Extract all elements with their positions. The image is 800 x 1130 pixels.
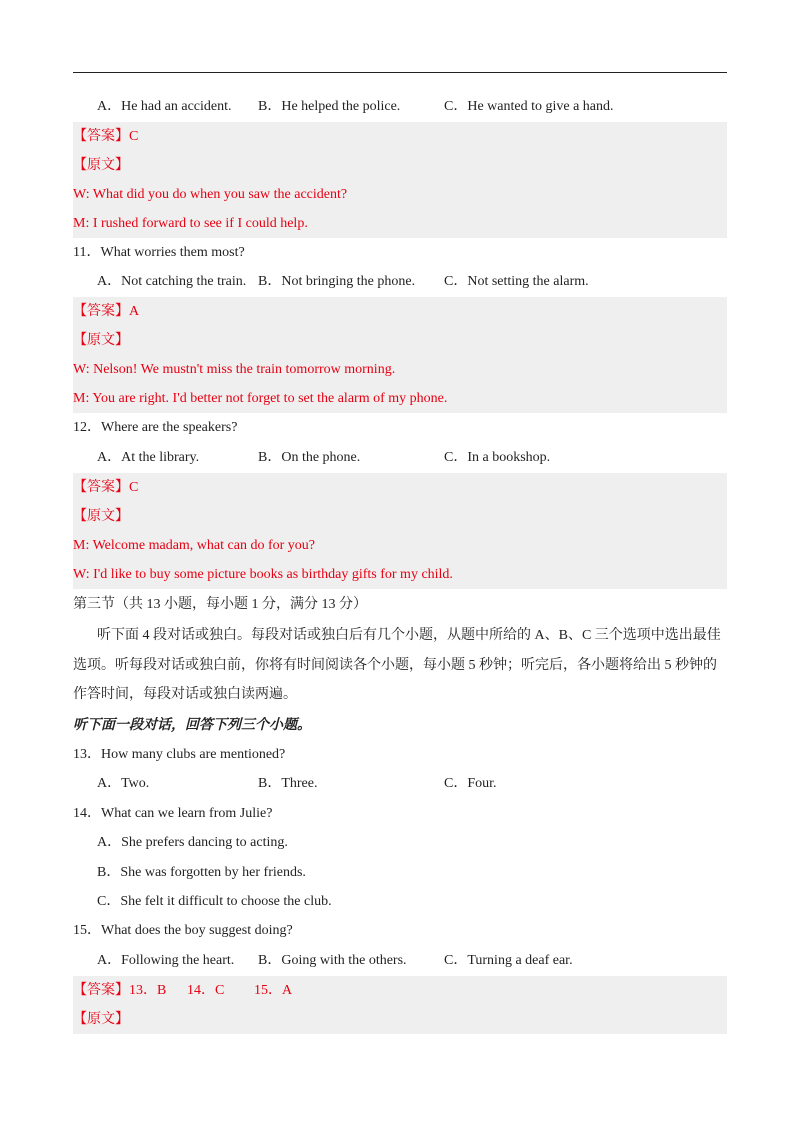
q12-original-label: 【原文】	[73, 502, 727, 531]
q15-options	[73, 946, 727, 975]
q11-option-a: A．Not catching the train.	[97, 274, 247, 289]
q15-option-b: B．Going with the others.	[258, 953, 407, 968]
q13-question: 13．How many clubs are mentioned?	[73, 747, 286, 762]
q12-option-a: A．At the library.	[97, 450, 200, 465]
q15-question: 15．What does the boy suggest doing?	[73, 923, 293, 938]
q10-option-a: A．He had an accident.	[97, 99, 232, 114]
q10-transcript-line-1: W: What did you do when you saw the accident?	[73, 180, 727, 209]
q10-transcript-line-2: M: I rushed forward to see if I could help.	[73, 209, 727, 238]
top-divider	[73, 72, 727, 73]
q11-question: 11．What worries them most?	[73, 245, 245, 260]
q10-option-b: B．He helped the police.	[258, 99, 401, 114]
group-answer	[73, 976, 727, 1005]
q10-option-c: C．He wanted to give a hand.	[444, 99, 614, 114]
q12-answer: 【答案】C	[73, 473, 727, 502]
q10-answer: 【答案】C	[73, 122, 727, 151]
q13-option-b: B．Three.	[258, 776, 318, 791]
q14-question: 14．What can we learn from Julie?	[73, 806, 273, 821]
q14-option-a: A．She prefers dancing to acting.	[97, 835, 288, 850]
group-intro: 听下面一段对话，回答下列三个小题。	[73, 718, 311, 733]
q11-option-c: C．Not setting the alarm.	[444, 274, 589, 289]
q10-options	[73, 92, 727, 121]
q11-original-label: 【原文】	[73, 326, 727, 355]
q11-option-b: B．Not bringing the phone.	[258, 274, 416, 289]
q14-option-b: B．She was forgotten by her friends.	[97, 865, 306, 880]
q12-option-c: C．In a bookshop.	[444, 450, 551, 465]
group-answer-13: 13．B	[129, 983, 167, 998]
section3-heading: 第三节（共 13 小题，每小题 1 分，满分 13 分）	[73, 597, 367, 612]
group-original-label: 【原文】	[73, 1005, 727, 1034]
q11-transcript-line-2: M: You are right. I'd better not forget to set the alarm of my phone.	[73, 384, 727, 413]
q15-option-c: C．Turning a deaf ear.	[444, 953, 573, 968]
section3-instructions-text: 听下面 4 段对话或独白。每段对话或独白后有几个小题，从题中所给的 A、B、C 三个选项中选出最佳选项。听每段对话或独白前，你将有时间阅读各个小题，每小题 5 秒钟；听完后，各小题将给出 5 秒钟的作答时间，每段对话或独白读两遍。	[73, 628, 721, 702]
q10-original-label: 【原文】	[73, 151, 727, 180]
q14-option-c: C．She felt it difficult to choose the club.	[97, 894, 332, 909]
q12-question: 12．Where are the speakers?	[73, 420, 238, 435]
q11-answer: 【答案】A	[73, 297, 727, 326]
q12-options	[73, 443, 727, 472]
q12-transcript-line-1: M: Welcome madam, what can do for you?	[73, 531, 727, 560]
group-answer-label: 【答案】	[73, 983, 129, 998]
q12-option-b: B．On the phone.	[258, 450, 361, 465]
group-answer-14: 14．C	[187, 983, 225, 998]
q11-transcript-line-1: W: Nelson! We mustn't miss the train tomorrow morning.	[73, 355, 727, 384]
section3-instructions	[73, 621, 727, 710]
q11-options	[73, 267, 727, 296]
group-answer-15: 15．A	[254, 983, 293, 998]
q13-option-a: A．Two.	[97, 776, 150, 791]
q12-transcript-line-2: W: I'd like to buy some picture books as birthday gifts for my child.	[73, 560, 727, 589]
q13-options	[73, 769, 727, 798]
q15-option-a: A．Following the heart.	[97, 953, 235, 968]
q13-option-c: C．Four.	[444, 776, 497, 791]
